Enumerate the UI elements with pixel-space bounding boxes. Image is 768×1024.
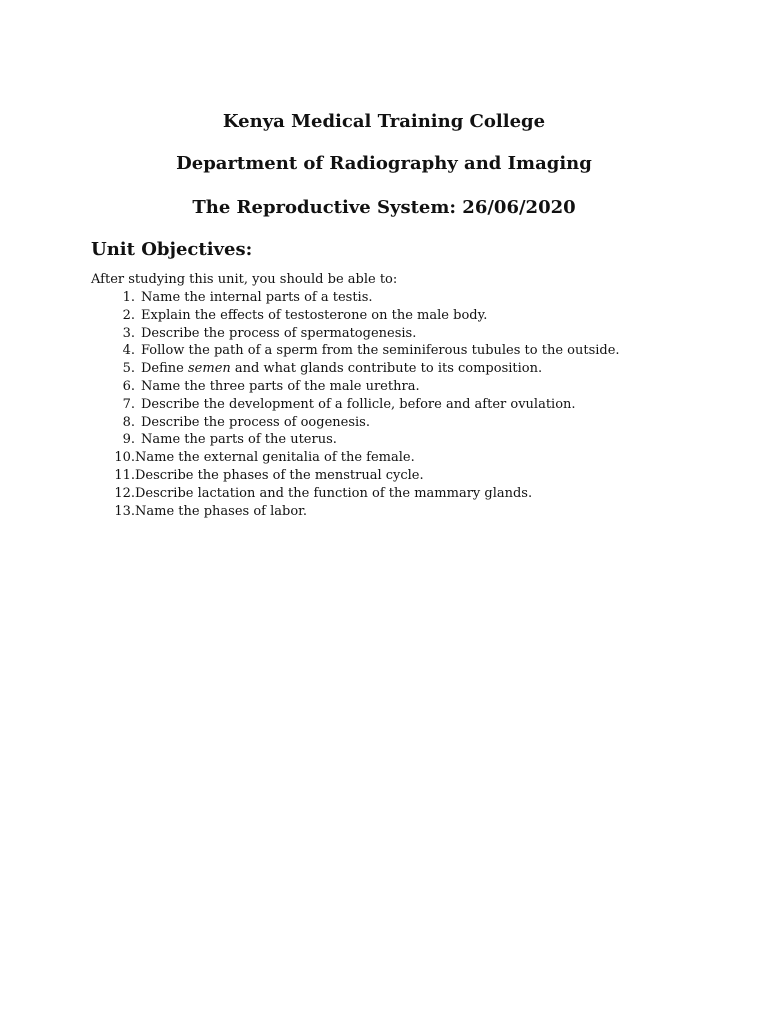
list-item bbox=[91, 325, 620, 343]
item-text: Describe the development of a follicle, before and after ovulation. bbox=[141, 396, 576, 412]
item-text: Follow the path of a sperm from the seminiferous tubules to the outside. bbox=[141, 343, 620, 359]
item-number: 13. bbox=[114, 503, 135, 519]
item-text: Name the parts of the uterus. bbox=[141, 432, 337, 448]
item-number: 5. bbox=[122, 361, 135, 377]
department-title: Department of Radiography and Imaging bbox=[176, 153, 592, 174]
list-item bbox=[91, 485, 620, 503]
list-item bbox=[91, 396, 620, 414]
item-text: Name the external genitalia of the female. bbox=[135, 450, 415, 466]
unit-objectives-heading: Unit Objectives: bbox=[91, 239, 253, 260]
item-number: 3. bbox=[122, 325, 135, 341]
item-text: Describe the process of oogenesis. bbox=[141, 414, 370, 430]
objectives-list bbox=[91, 289, 620, 520]
item-number: 8. bbox=[122, 414, 135, 430]
list-item bbox=[91, 342, 620, 360]
item-number: 9. bbox=[122, 432, 135, 448]
intro-text: After studying this unit, you should be able to: bbox=[91, 272, 398, 287]
item-number: 11. bbox=[114, 467, 135, 483]
emphasized-term: semen bbox=[188, 361, 231, 377]
item-text bbox=[141, 360, 542, 378]
item-number: 4. bbox=[122, 343, 135, 359]
item-number: 6. bbox=[122, 378, 135, 394]
list-item bbox=[91, 414, 620, 432]
item-text: Explain the effects of testosterone on the male body. bbox=[141, 307, 488, 323]
item-text: Name the three parts of the male urethra. bbox=[141, 378, 420, 394]
list-item bbox=[91, 289, 620, 307]
item-number: 7. bbox=[122, 396, 135, 412]
item-text-after: and what glands contribute to its composition. bbox=[230, 361, 543, 377]
item-number: 2. bbox=[122, 307, 135, 323]
item-text: Name the internal parts of a testis. bbox=[141, 290, 373, 305]
item-text-before: Define bbox=[141, 361, 188, 377]
item-number: 10. bbox=[114, 450, 135, 466]
item-text: Name the phases of labor. bbox=[135, 503, 308, 519]
list-item bbox=[91, 503, 620, 521]
list-item bbox=[91, 378, 620, 396]
list-item bbox=[91, 467, 620, 485]
item-text: Describe lactation and the function of the mammary glands. bbox=[135, 485, 533, 501]
list-item bbox=[91, 307, 620, 325]
item-text: Describe the phases of the menstrual cycle. bbox=[135, 467, 424, 483]
list-item bbox=[91, 431, 620, 449]
item-number: 12. bbox=[114, 485, 135, 501]
list-item bbox=[91, 449, 620, 467]
college-title: Kenya Medical Training College bbox=[222, 111, 546, 132]
list-item bbox=[91, 360, 620, 378]
topic-title: The Reproductive System: 26/06/2020 bbox=[192, 197, 576, 218]
item-text: Describe the process of spermatogenesis. bbox=[141, 325, 417, 341]
item-number: 1. bbox=[122, 290, 135, 305]
